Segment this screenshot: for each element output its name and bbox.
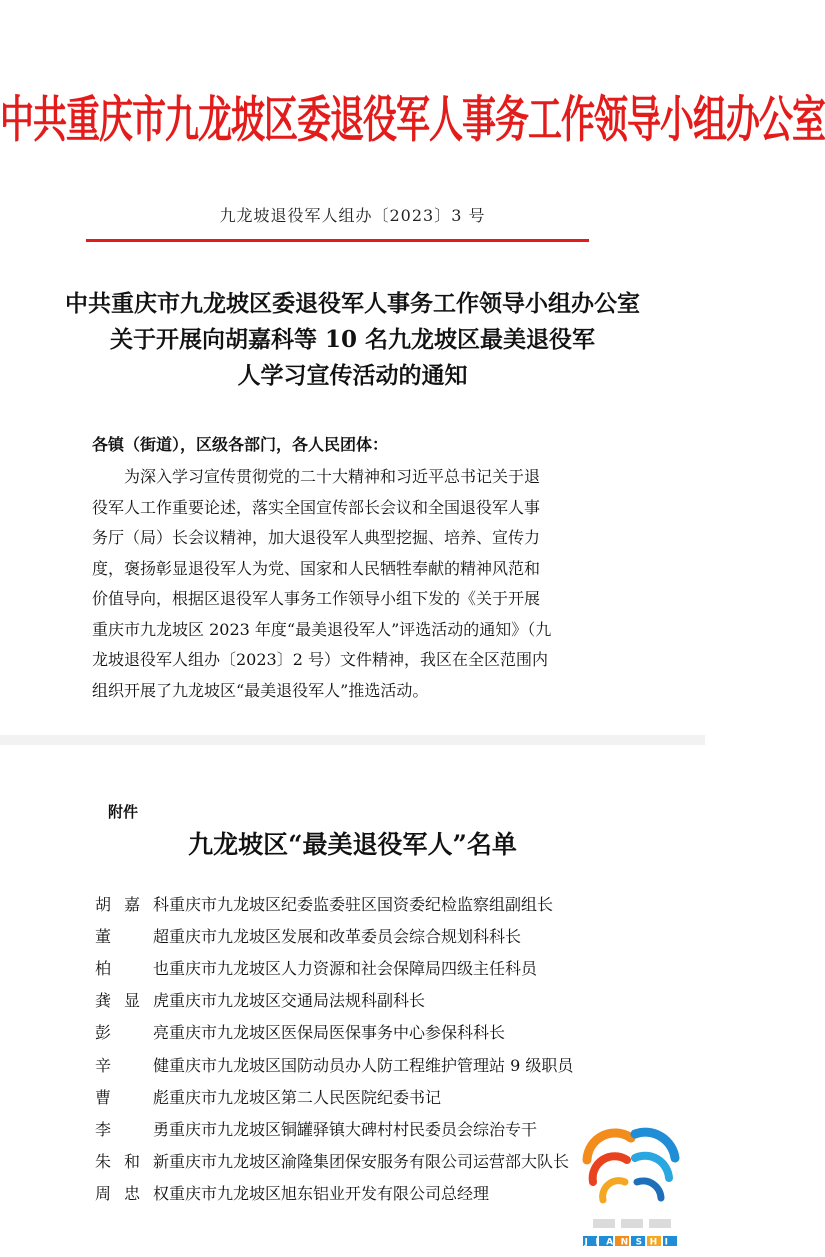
person-desc: 重庆市九龙坡区旭东铝业开发有限公司总经理: [169, 1184, 490, 1204]
jianshi-logo-icon: [575, 1120, 685, 1250]
honoree-list: [95, 887, 655, 1209]
body-line: 务厅（局）长会议精神，加大退役军人典型挖掘、培养、宣传力: [92, 528, 541, 547]
list-item: [95, 1048, 655, 1080]
document-number: 九龙坡退役军人组办〔2023〕3 号: [219, 206, 486, 225]
person-name: 龚显虎: [95, 991, 169, 1011]
person-desc: 重庆市九龙坡区渝隆集团保安服务有限公司运营部大队长: [169, 1152, 570, 1172]
person-desc: 重庆市九龙坡区铜罐驿镇大碑村村民委员会综治专干: [169, 1119, 538, 1139]
body-line: 龙坡退役军人组办〔2023〕2 号）文件精神，我区在全区范围内: [92, 650, 548, 669]
person-name: 彭亮: [95, 1023, 169, 1043]
person-name: 朱和新: [95, 1152, 169, 1172]
body-line: 役军人工作重要论述，落实全国宣传部长会议和全国退役军人事: [92, 497, 541, 517]
body-line: 度，褒扬彰显退役军人为党、国家和人民牺牲奉献的精神风范和: [92, 558, 541, 578]
body-line: 为深入学习宣传贯彻党的二十大精神和习近平总书记关于退: [92, 467, 541, 486]
person-desc: 重庆市九龙坡区医保局医保事务中心参保科科长: [169, 1023, 506, 1043]
person-name: 周忠权: [95, 1184, 169, 1204]
title-line: 中共重庆市九龙坡区委退役军人事务工作领导小组办公室: [65, 290, 640, 317]
list-item: [95, 984, 655, 1016]
list-item: [95, 887, 655, 919]
list-item: [95, 1177, 655, 1209]
person-name: 柏也: [95, 958, 169, 978]
person-name: 胡嘉科: [95, 894, 169, 914]
attachment-label: 附件: [108, 803, 139, 821]
salutation: 各镇（街道），区级各部门，各人民团体：: [92, 435, 389, 454]
person-desc: 重庆市九龙坡区国防动员办人防工程维护管理站 9 级职员: [169, 1055, 574, 1075]
logo-graphic: [575, 1120, 685, 1250]
list-item: [95, 1145, 655, 1177]
person-desc: 重庆市九龙坡区第二人民医院纪委书记: [169, 1087, 442, 1107]
attachment-title: 九龙坡区“最美退役军人”名单: [188, 830, 517, 859]
person-name: 李勇: [95, 1119, 169, 1139]
list-item: [95, 1112, 655, 1144]
document-title: [60, 286, 645, 394]
person-desc: 重庆市九龙坡区纪委监委驻区国资委纪检监察组副组长: [169, 894, 554, 914]
person-desc: 重庆市九龙坡区交通局法规科副科长: [169, 991, 426, 1011]
body-line: 重庆市九龙坡区 2023 年度“最美退役军人”评选活动的通知》（九: [92, 619, 552, 639]
red-header-org: 中共重庆市九龙坡区委退役军人事务工作领导小组办公室: [0, 91, 825, 150]
list-item: [95, 1016, 655, 1048]
person-name: 董超: [95, 926, 169, 946]
title-line: 关于开展向胡嘉科等 10 名九龙坡区最美退役军: [109, 326, 596, 353]
body-paragraph: [92, 462, 612, 706]
body-line: 组织开展了九龙坡区“最美退役军人”推选活动。: [92, 680, 429, 700]
list-item: [95, 1080, 655, 1112]
page-separator: [0, 735, 705, 745]
red-divider: [86, 239, 589, 242]
person-desc: 重庆市九龙坡区人力资源和社会保障局四级主任科员: [169, 958, 538, 978]
body-line: 价值导向，根据区退役军人事务工作领导小组下发的《关于开展: [92, 589, 541, 608]
title-line: 人学习宣传活动的通知: [237, 362, 468, 389]
list-item: [95, 919, 655, 951]
person-desc: 重庆市九龙坡区发展和改革委员会综合规划科科长: [169, 926, 522, 946]
person-name: 曹彪: [95, 1087, 169, 1107]
person-name: 辛健: [95, 1055, 169, 1075]
list-item: [95, 951, 655, 983]
logo-text: JIANSHI: [584, 1237, 676, 1248]
